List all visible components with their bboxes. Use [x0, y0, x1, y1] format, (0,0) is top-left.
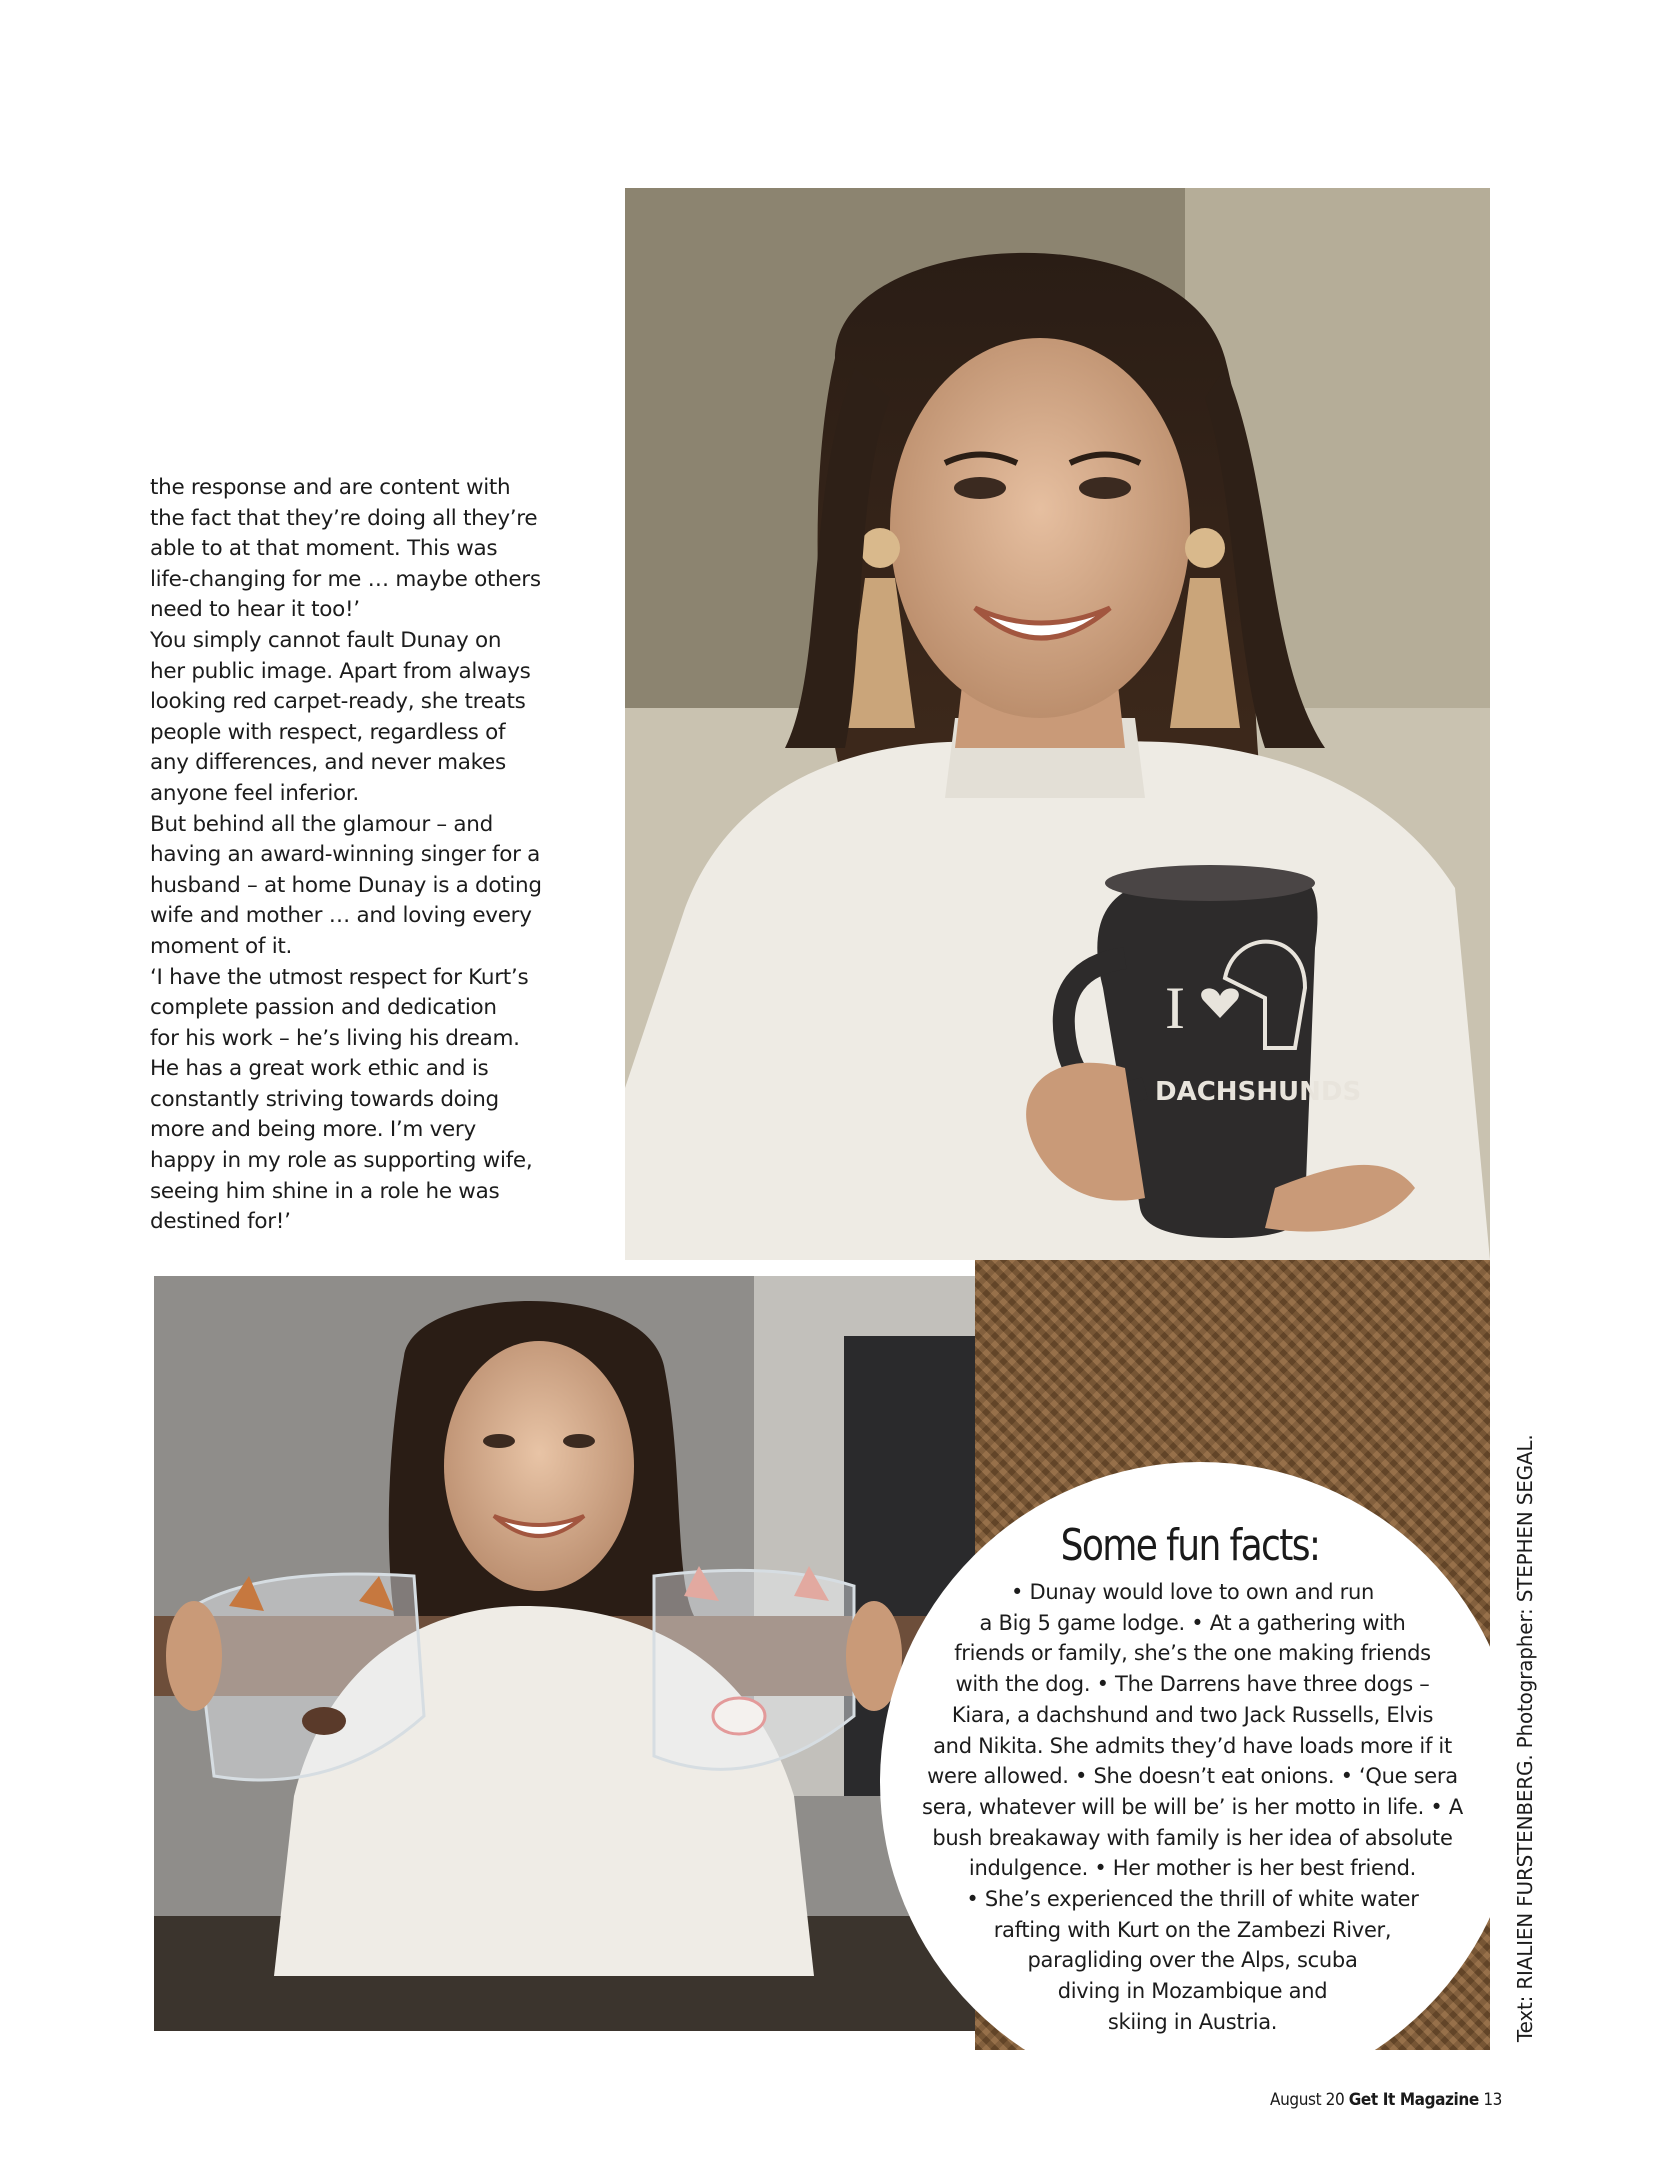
body-line: for his work – he’s living his dream.	[150, 1025, 520, 1051]
body-line: moment of it.	[150, 933, 293, 959]
fun-facts-line: skiing in Austria.	[1107, 2009, 1278, 2034]
body-line: having an award-winning singer for a	[150, 842, 541, 868]
body-line: any differences, and never makes	[150, 750, 506, 776]
fun-facts-line: Kiara, a dachshund and two Jack Russells, Elvis	[951, 1702, 1434, 1727]
fun-facts-line: friends or family, she’s the one making friends	[954, 1641, 1431, 1666]
fun-facts-line: bush breakaway with family is her idea of absolute	[932, 1825, 1453, 1850]
face-shield-illustration	[154, 1276, 975, 2031]
body-line: husband – at home Dunay is a doting	[150, 872, 542, 898]
fun-facts-line: sera, whatever will be will be’ is her motto in life. • A	[922, 1794, 1463, 1819]
body-line: the fact that they’re doing all they’re	[150, 505, 538, 531]
body-paragraph	[150, 963, 590, 1238]
body-line: the response and are content with	[150, 475, 511, 500]
body-paragraph	[150, 473, 590, 626]
mug-word: DACHSHUNDS	[1155, 1077, 1362, 1107]
fun-facts-line: • She’s experienced the thrill of white water	[966, 1887, 1419, 1912]
body-line: anyone feel inferior.	[150, 780, 359, 806]
fun-facts-line: and Nikita. She admits they’d have loads more if it	[933, 1733, 1452, 1758]
body-line: life-changing for me … maybe others	[150, 566, 541, 592]
fun-facts-line: a Big 5 game lodge. • At a gathering with	[979, 1610, 1406, 1635]
fun-facts-line: paragliding over the Alps, scuba	[1027, 1948, 1358, 1973]
portrait-photo-mug	[625, 188, 1490, 1260]
body-line: You simply cannot fault Dunay on	[150, 627, 502, 653]
body-line: need to hear it too!’	[150, 597, 360, 623]
body-line: He has a great work ethic and is	[150, 1056, 489, 1082]
body-line: happy in my role as supporting wife,	[150, 1148, 533, 1174]
body-line: constantly striving towards doing	[150, 1086, 499, 1112]
body-line: people with respect, regardless of	[150, 719, 506, 745]
fun-facts-line: diving in Mozambique and	[1057, 1979, 1328, 2004]
mug-letter: I	[1165, 975, 1185, 1041]
fun-facts-line: • Dunay would love to own and run	[1010, 1580, 1374, 1604]
portrait-illustration	[625, 188, 1490, 1260]
fun-facts-line: with the dog. • The Darrens have three dogs –	[955, 1672, 1430, 1697]
body-line: able to at that moment. This was	[150, 536, 498, 562]
page-number: 13	[1483, 2090, 1502, 2110]
body-line: her public image. Apart from always	[150, 658, 531, 684]
body-paragraph	[150, 810, 590, 963]
footer-magazine: Get It Magazine	[1348, 2090, 1479, 2110]
fun-facts-text	[905, 1577, 1480, 2038]
body-line: ‘I have the utmost respect for Kurt’s	[150, 964, 529, 990]
body-text-column	[150, 473, 590, 1238]
photo-face-shields	[154, 1276, 975, 2031]
body-line: looking red carpet-ready, she treats	[150, 689, 526, 715]
body-line: seeing him shine in a role he was	[150, 1178, 500, 1204]
body-line: But behind all the glamour – and	[150, 811, 493, 837]
fun-facts-title: Some fun facts:	[1060, 1520, 1320, 1571]
photo-credit: Text: RIALIEN FURSTENBERG. Photographer: STEPHEN SEGAL.	[1513, 1434, 1537, 2042]
body-line: destined for!’	[150, 1209, 291, 1235]
footer-date: August 20	[1270, 2090, 1345, 2110]
fun-facts-line: were allowed. • She doesn’t eat onions. • ‘Que sera	[927, 1764, 1458, 1789]
page-footer	[1270, 2090, 1502, 2110]
body-line: wife and mother … and loving every	[150, 903, 532, 929]
body-line: complete passion and dedication	[150, 995, 497, 1021]
fun-facts-line: indulgence. • Her mother is her best friend.	[968, 1856, 1417, 1881]
fun-facts-line: rafting with Kurt on the Zambezi River,	[993, 1917, 1392, 1942]
body-line: more and being more. I’m very	[150, 1117, 476, 1143]
body-paragraph	[150, 626, 590, 810]
